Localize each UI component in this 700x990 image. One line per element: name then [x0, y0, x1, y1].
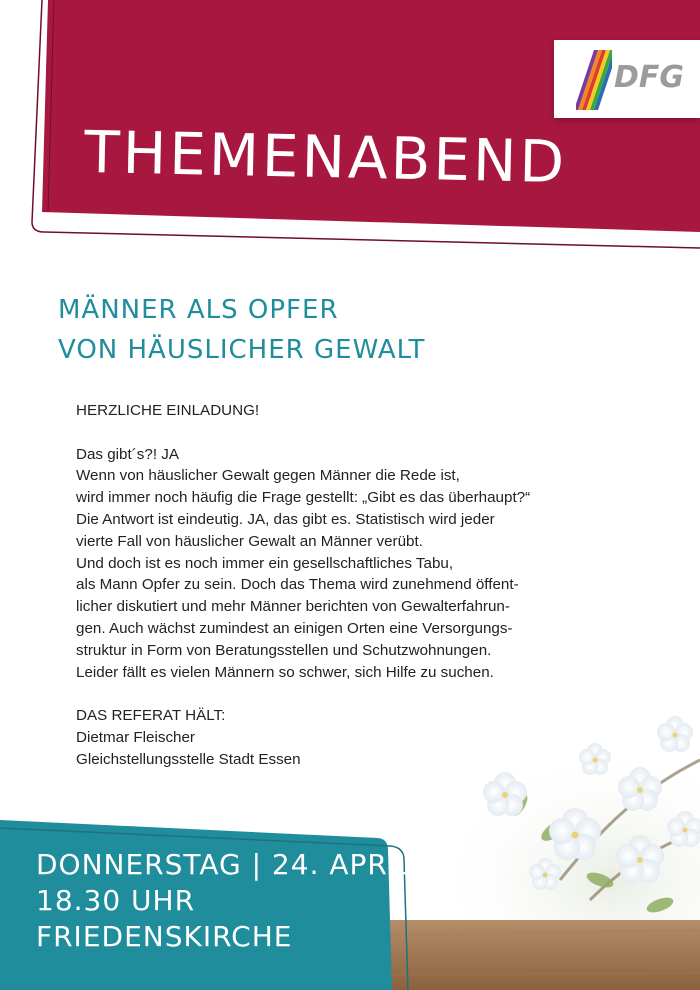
subtitle	[58, 290, 425, 370]
event-date: DONNERSTAG | 24. APRIL	[36, 848, 414, 881]
speaker-heading: DAS REFERAT HÄLT:	[76, 707, 226, 725]
rainbow-stripes-icon	[576, 50, 612, 110]
subtitle-line-2: VON HÄUSLICHER GEWALT	[58, 335, 426, 365]
subtitle-line-1: MÄNNER ALS OPFER	[58, 295, 339, 325]
event-details-box	[0, 820, 420, 990]
body-line: Das gibt´s?! JA	[76, 445, 179, 463]
body-line: wird immer noch häufig die Frage gestellt: „Gibt es das überhaupt?“	[76, 489, 531, 507]
page-title: THEMENABEND	[83, 118, 568, 197]
speaker-organization: Gleichstellungsstelle Stadt Essen	[76, 750, 301, 768]
body-line: struktur in Form von Beratungsstellen und Schutzwohnungen.	[76, 641, 492, 659]
body-line: als Mann Opfer zu sein. Doch das Thema wird zunehmend öffent-	[76, 576, 519, 594]
body-line: Leider fällt es vielen Männern so schwer, sich Hilfe zu suchen.	[76, 663, 494, 681]
event-location: FRIEDENSKIRCHE	[36, 920, 293, 953]
event-time: 18.30 UHR	[36, 884, 196, 917]
body-line: Wenn von häuslicher Gewalt gegen Männer die Rede ist,	[76, 467, 460, 485]
body-line: vierte Fall von häuslicher Gewalt an Männer verübt.	[76, 532, 423, 550]
header-banner	[0, 0, 700, 250]
body-line: Die Antwort ist eindeutig. JA, das gibt es. Statistisch wird jeder	[76, 510, 495, 528]
body-line: Und doch ist es noch immer ein gesellschaftliches Tabu,	[76, 554, 454, 572]
body-line: gen. Auch wächst zumindest an einigen Orten eine Versorgungs-	[76, 619, 513, 637]
dfg-logo	[554, 40, 700, 118]
logo-text: DFG	[614, 60, 685, 95]
body-line: licher diskutiert und mehr Männer berichten von Gewalterfahrun-	[76, 598, 510, 616]
greeting: HERZLICHE EINLADUNG!	[76, 402, 260, 419]
invitation-text	[76, 400, 596, 771]
speaker-name: Dietmar Fleischer	[76, 728, 195, 746]
